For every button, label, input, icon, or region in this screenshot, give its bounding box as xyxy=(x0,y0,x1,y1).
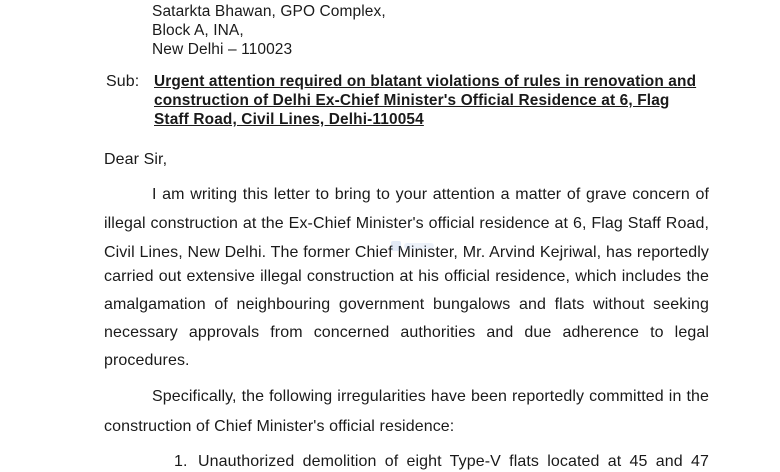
subject-label: Sub: xyxy=(106,73,140,90)
subject-line-2: construction of Delhi Ex-Chief Minister's Official Residence at 6, Flag xyxy=(154,92,670,109)
paragraph-1-line-3: Civil Lines, New Delhi. The former Chief Minister, Mr. Arvind Kejriwal, has reportedly xyxy=(104,244,709,261)
paragraph-1-line-7: procedures. xyxy=(104,352,190,369)
paragraph-1-line-5: amalgamation of neighbouring government bungalows and flats without seeking xyxy=(104,296,709,313)
paragraph-1-line-6: necessary approvals from concerned authorities and due adherence to legal xyxy=(104,324,709,341)
address-line-3: New Delhi – 110023 xyxy=(152,41,293,58)
paragraph-1-line-4: carried out extensive illegal construction at his official residence, which includes the xyxy=(104,268,709,285)
list-item-text: Unauthorized demolition of eight Type-V flats located at 45 and 47 xyxy=(198,453,709,470)
paragraph-2-line-2: construction of Chief Minister's official residence: xyxy=(104,418,455,435)
paragraph-1-line-1: I am writing this letter to bring to your attention a matter of grave concern of xyxy=(152,186,709,203)
subject-line-1: Urgent attention required on blatant violations of rules in renovation and xyxy=(154,73,697,90)
list-item-number: 1. xyxy=(174,453,188,470)
watermark-logo xyxy=(390,238,436,254)
salutation: Dear Sir, xyxy=(104,151,168,168)
address-line-1: Satarkta Bhawan, GPO Complex, xyxy=(152,3,386,20)
paragraph-2-line-1: Specifically, the following irregularities have been reportedly committed in the xyxy=(152,388,709,405)
paragraph-1-line-2: illegal construction at the Ex-Chief Minister's official residence at 6, Flag Staff Road, xyxy=(104,215,709,232)
address-line-2: Block A, INA, xyxy=(152,22,244,39)
subject-line-3: Staff Road, Civil Lines, Delhi-110054 xyxy=(154,111,424,128)
